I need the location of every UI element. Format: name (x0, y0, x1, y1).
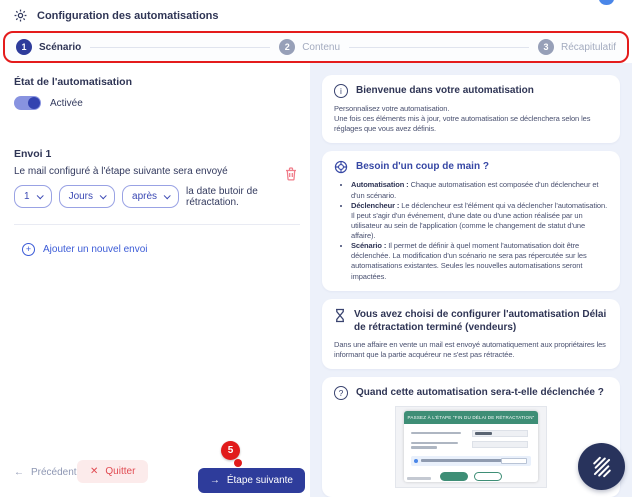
stepper-step-recapitulatif[interactable] (538, 39, 616, 55)
config-panel (0, 63, 310, 497)
welcome-card-title: Bienvenue dans votre automatisation (356, 85, 534, 96)
delay-value-select[interactable] (14, 185, 52, 208)
mini-modal (404, 411, 538, 482)
brand-logo-button[interactable] (578, 443, 625, 490)
add-envoi-button[interactable] (22, 243, 148, 256)
toggle-label: Activée (50, 97, 83, 109)
annotation-badge-5: 5 (221, 441, 240, 460)
select-value: 1 (24, 191, 30, 202)
quit-label: Quitter (105, 466, 136, 477)
chevron-down-icon (36, 192, 43, 199)
mini-modal-header: PASSEZ À L'ÉTAPE "FIN DU DÉLAI DE RÉTRACTATION" (404, 411, 538, 424)
step-label: Récapitulatif (560, 41, 616, 53)
stepper-step-scenario[interactable] (16, 39, 81, 55)
mini-field-label (411, 446, 437, 449)
envoi-title: Envoi 1 (14, 148, 52, 160)
page-title: Configuration des automatisations (37, 9, 219, 22)
select-value: après (132, 191, 158, 202)
envoi-description: Le mail configuré à l'étape suivante sera envoyé (14, 166, 228, 177)
step-label: Scénario (39, 41, 82, 53)
trigger-preview-card (322, 377, 620, 497)
delete-envoi-icon[interactable] (285, 167, 297, 181)
delay-unit-select[interactable] (59, 185, 115, 208)
help-panel (310, 63, 632, 497)
chosen-automation-card (322, 299, 620, 369)
chevron-down-icon (164, 192, 171, 199)
welcome-card-body (334, 104, 608, 134)
mini-field-value (475, 432, 492, 435)
mini-field-label (411, 432, 461, 435)
add-envoi-label: Ajouter un nouvel envoi (43, 244, 148, 255)
chosen-automation-body: Dans une affaire en vente un mail est envoyé automatiquement aux propriétaires les informant que la partie acquéreur ne s'est pas rétractée. (334, 339, 606, 359)
mini-confirm-button (440, 472, 468, 481)
stepper-connector (90, 47, 270, 48)
mini-info-link (501, 458, 527, 464)
help-bullet-list (334, 180, 608, 281)
stepper-connector (349, 47, 529, 48)
step-number-badge: 3 (538, 39, 554, 55)
mini-info-banner (411, 456, 531, 466)
delay-direction-select[interactable] (122, 185, 179, 208)
section-divider (14, 224, 300, 225)
trigger-example-screenshot (395, 406, 547, 488)
chevron-down-icon (100, 192, 107, 199)
mini-cancel-button (474, 472, 502, 481)
automation-state-toggle[interactable] (14, 96, 41, 110)
step-number-badge: 2 (279, 39, 295, 55)
question-icon: ? (334, 386, 348, 400)
chosen-automation-title: Vous avez choisi de configurer l'automatisation Délai de rétractation terminé (vendeurs) (354, 308, 607, 333)
automation-state-title: État de l'automatisation (14, 76, 133, 88)
help-card-title: Besoin d'un coup de main ? (356, 161, 489, 173)
mini-field-label (411, 442, 458, 445)
mini-info-icon (414, 459, 418, 463)
welcome-line1: Personnalisez votre automatisation. (334, 104, 450, 113)
stepper-step-contenu[interactable] (279, 39, 340, 55)
mini-footer-bar (407, 477, 431, 480)
step-number-badge: 1 (16, 39, 32, 55)
annotation-badge-pointer (234, 459, 242, 467)
annotation-stepper-box (3, 31, 629, 63)
step-label: Contenu (302, 41, 341, 53)
brand-logo-stripes-icon (587, 452, 617, 482)
arrow-right-icon: → (209, 475, 220, 486)
mini-info-text (421, 459, 506, 462)
delay-suffix-text: la date butoir de rétractation. (186, 185, 258, 208)
bullet-scenario: • Scénario : Il permet de définir à quel moment l'automatisation doit être déclenchée. La modification d'un scénario ne sera pas répercutée sur les automatisations existantes. Seules les nouvelles automatisations seront impactées. (351, 241, 608, 282)
close-icon: ✕ (90, 466, 99, 477)
welcome-card (322, 75, 620, 143)
welcome-line2: Une fois ces éléments mis à jour, votre automatisation se déclenchera selon les réglages que vous avez définis. (334, 114, 591, 134)
hourglass-icon (334, 308, 346, 323)
quit-button[interactable] (77, 460, 148, 483)
info-icon: i (334, 84, 348, 98)
help-card (322, 151, 620, 290)
lifebuoy-icon (334, 160, 348, 174)
mini-field-input (472, 441, 528, 448)
next-step-label: Étape suivante (226, 475, 293, 486)
automation-gear-icon (13, 8, 28, 23)
arrow-left-icon: ← (14, 467, 24, 478)
bullet-declencheur: • Déclencheur : Le déclencheur est l'élément qui va déclencher l'automatisation. Il peut s'agir d'un événement, d'une date ou d'une action réalisée par un utilisateur au sein de l'application (comme le changement de statut d'une affaire). (351, 201, 608, 242)
next-step-button[interactable] (198, 468, 305, 493)
bullet-automatisation: • Automatisation : Chaque automatisation est composée d'un déclencheur et d'un scénario. (351, 180, 608, 200)
trigger-preview-title: Quand cette automatisation sera-t-elle déclenchée ? (356, 386, 604, 398)
plus-circle-icon: + (22, 243, 35, 256)
page-header (0, 0, 632, 31)
toggle-knob (28, 97, 40, 109)
select-value: Jours (68, 191, 94, 202)
previous-button[interactable] (14, 467, 77, 478)
previous-label: Précédent (31, 467, 77, 478)
